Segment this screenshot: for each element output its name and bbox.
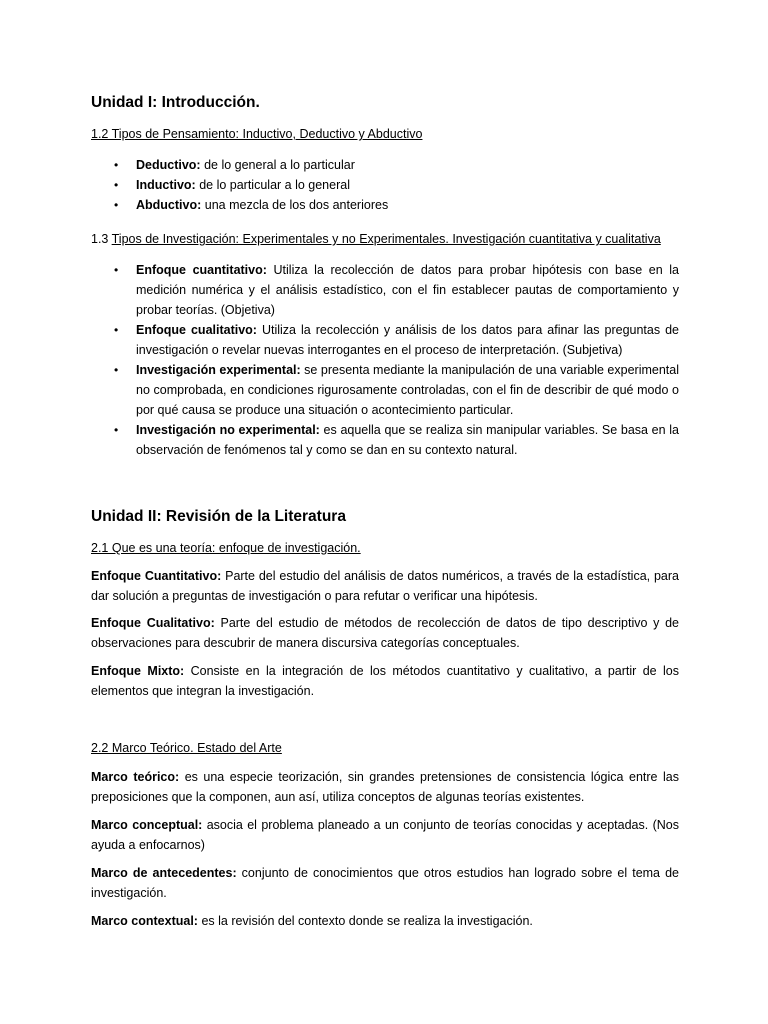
list-item: • Enfoque cualitativo: Utiliza la recolección y análisis de los datos para afinar las preguntas de investigación o revelar nuevas interrogantes en el proceso de interpretación. (Subjetiva) bbox=[136, 320, 679, 360]
paragraph-enfoque-cuantitativo: Enfoque Cuantitativo: Parte del estudio del análisis de datos numéricos, a través de la estadística, para dar solución a preguntas de investigación o para refutar o verificar una hipótesis. bbox=[91, 569, 679, 603]
unit2-title: Unidad II: Revisión de la Literatura bbox=[91, 508, 346, 525]
section-1-2-list bbox=[136, 155, 396, 215]
section-1-3-title: 1.3 Tipos de Investigación: Experimentales y no Experimentales. Investigación cuantitativa y cualitativa bbox=[91, 232, 661, 246]
section-2-1-title: 2.1 Que es una teoría: enfoque de investigación. bbox=[91, 541, 361, 555]
section-1-2-title: 1.2 Tipos de Pensamiento: Inductivo, Deductivo y Abductivo bbox=[91, 127, 423, 141]
list-item: • Investigación experimental: se presenta mediante la manipulación de una variable experimental no comprobada, en condiciones rigurosamente controladas, con el fin de describir de qué modo o por qué causa se produce una situación o acontecimiento particular. bbox=[136, 360, 679, 420]
list-item: • Abductivo: una mezcla de los dos anteriores bbox=[136, 195, 396, 215]
unit1-title: Unidad I: Introducción. bbox=[91, 94, 260, 111]
section-1-3-list bbox=[136, 260, 679, 460]
paragraph-marco-contextual: Marco contextual: es la revisión del contexto donde se realiza la investigación. bbox=[91, 914, 533, 928]
list-item: • Investigación no experimental: es aquella que se realiza sin manipular variables. Se basa en la observación de fenómenos tal y como se dan en su contexto natural. bbox=[136, 420, 679, 460]
list-item: • Enfoque cuantitativo: Utiliza la recolección de datos para probar hipótesis con base en la medición numérica y el análisis estadístico, con el fin establecer pautas de comportamiento y probar teorías. (Objetiva) bbox=[136, 260, 679, 320]
paragraph-marco-conceptual: Marco conceptual: asocia el problema planeado a un conjunto de teorías conocidas y aceptadas. (Nos ayuda a enfocarnos) bbox=[91, 818, 679, 852]
list-item: • Deductivo: de lo general a lo particular bbox=[136, 155, 396, 175]
paragraph-marco-teorico: Marco teórico: es una especie teorización, sin grandes pretensiones de consistencia lógica entre las preposiciones que la componen, aun así, utiliza conceptos de algunas teorías existentes. bbox=[91, 770, 679, 804]
list-item: • Inductivo: de lo particular a lo general bbox=[136, 175, 396, 195]
paragraph-marco-antecedentes: Marco de antecedentes: conjunto de conocimientos que otros estudios han logrado sobre el tema de investigación. bbox=[91, 866, 679, 900]
section-2-2-title: 2.2 Marco Teórico. Estado del Arte bbox=[91, 741, 282, 755]
paragraph-enfoque-mixto: Enfoque Mixto: Consiste en la integración de los métodos cuantitativo y cualitativo, a partir de los elementos que integran la investigación. bbox=[91, 664, 680, 698]
paragraph-enfoque-cualitativo: Enfoque Cualitativo: Parte del estudio de métodos de recolección de datos de tipo descriptivo y de observaciones para descubrir de manera discursiva categorías conceptuales. bbox=[91, 616, 679, 650]
